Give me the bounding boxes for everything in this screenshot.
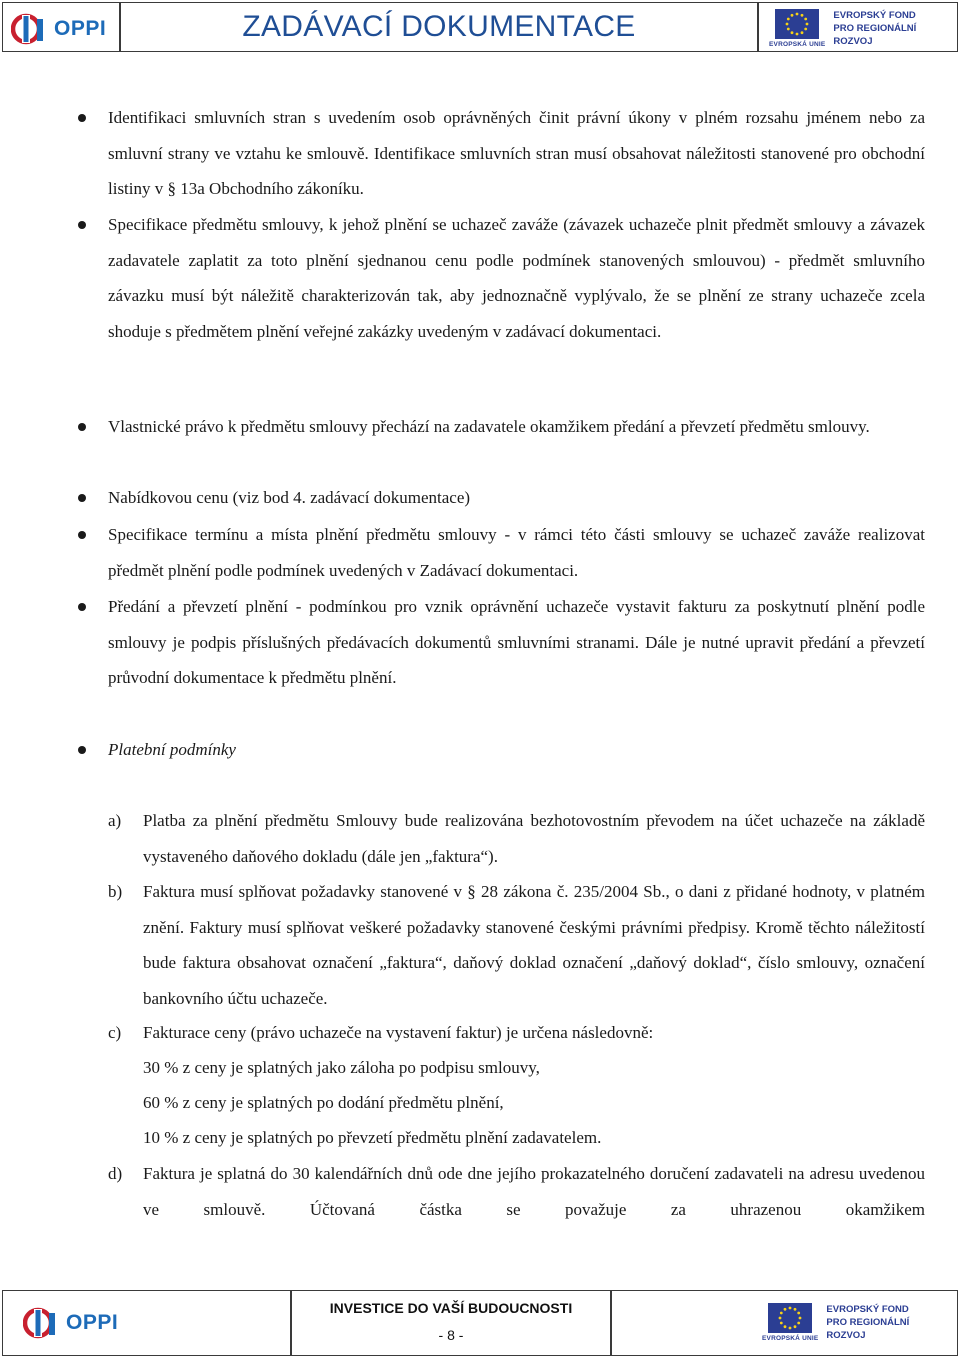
eu-line: ROZVOJ: [833, 36, 873, 47]
eu-caption: EVROPSKÁ UNIE: [762, 1335, 819, 1342]
payment-line: 60 % z ceny je splatných po dodání předmětu plnění,: [143, 1093, 504, 1112]
page-number: - 8 -: [438, 1327, 464, 1343]
item-text: Faktura musí splňovat požadavky stanovené v § 28 zákona č. 235/2004 Sb., o dani z přidané hodnoty, v platném znění. Faktury musí splňovat veškeré požadavky stanovené českými právními předpisy. Kromě těchto náležitostí bude faktura obsahovat označení „faktura“, daňový doklad označení „daňový doklad“, číslo smlouvy, označení bankovního účtu uchazeče.: [143, 882, 925, 1008]
eu-logo: [769, 9, 916, 48]
eu-line: PRO REGIONÁLNÍ: [826, 1317, 910, 1328]
document-title: ZADÁVACÍ DOKUMENTACE: [242, 10, 636, 43]
payment-line: 10 % z ceny je splatných po převzetí předmětu plnění zadavatelem.: [143, 1128, 602, 1147]
eu-logo: [762, 1303, 909, 1342]
header-logo-box: [2, 2, 120, 52]
eu-fund-name: [826, 1303, 909, 1342]
header-title-box: [120, 2, 758, 52]
bullet-paragraph: Identifikaci smluvních stran s uvedením osob oprávněných činit právní úkony v plném rozsahu jménem nebo za smluvní strany ve vztahu ke smlouvě. Identifikace smluvních stran musí obsahovat náležitosti stanovené pro obchodní listiny v § 13a Obchodního zákoníku.: [108, 108, 925, 198]
oppi-emblem-icon: [11, 13, 47, 45]
footer-logo-box: [2, 1290, 291, 1356]
bullet-paragraph: Specifikace předmětu smlouvy, k jehož plnění se uchazeč zaváže (závazek uchazeče plnit předmět smlouvy a závazek zadavatele zaplatit za toto plnění sjednanou cenu podle podmínek stanovených smlouvou) - předmět smluvního závazku musí být náležitě charakterizován tak, aby jednoznačně vyplývalo, že se plnění ze strany uchazeče zcela shoduje s předmětem plnění veřejné zakázky uvedeným v zadávací dokumentaci.: [108, 215, 925, 341]
bullet-marker: [78, 603, 86, 611]
section-heading: Platební podmínky: [108, 740, 236, 759]
payment-line: 30 % z ceny je splatných jako záloha po podpisu smlouvy,: [143, 1058, 540, 1077]
eu-line: EVROPSKÝ FOND: [826, 1304, 909, 1315]
footer-eu-box: [611, 1290, 958, 1356]
bullet-marker: [78, 423, 86, 431]
item-letter: a): [108, 811, 122, 830]
footer-center-box: [291, 1290, 611, 1356]
header-eu-box: [758, 2, 958, 52]
oppi-emblem-icon: [23, 1307, 59, 1339]
oppi-logo-text: OPPI: [66, 1311, 119, 1334]
bullet-paragraph: Vlastnické právo k předmětu smlouvy přechází na zadavatele okamžikem předání a převzetí předmětu smlouvy.: [108, 417, 870, 436]
eu-caption: EVROPSKÁ UNIE: [769, 41, 826, 48]
bullet-marker: [78, 746, 86, 754]
bullet-paragraph: Předání a převzetí plnění - podmínkou pro vznik oprávnění uchazeče vystavit fakturu za poskytnutí plnění podle smlouvy je podpis příslušných předávacích dokumentů smluvními stranami. Dále je nutné upravit předání a převzetí průvodní dokumentace k předmětu plnění.: [108, 597, 925, 687]
oppi-logo-text: OPPI: [54, 17, 107, 40]
eu-flag-icon: [775, 9, 819, 39]
eu-line: ROZVOJ: [826, 1330, 866, 1341]
bullet-marker: [78, 531, 86, 539]
item-text: Faktura je splatná do 30 kalendářních dnů ode dne jejího prokazatelného doručení zadavateli na adresu uvedenou ve smlouvě. Účtovaná částka se považuje za uhrazenou okamžikem: [143, 1164, 925, 1219]
bullet-marker: [78, 114, 86, 122]
eu-line: PRO REGIONÁLNÍ: [833, 23, 917, 34]
bullet-marker: [78, 494, 86, 502]
eu-fund-name: [833, 9, 916, 48]
page-header: [0, 0, 960, 56]
oppi-logo: [23, 1307, 118, 1339]
oppi-logo: [11, 13, 106, 45]
item-letter: d): [108, 1164, 123, 1183]
item-text: Fakturace ceny (právo uchazeče na vystavení faktur) je určena následovně:: [143, 1023, 654, 1042]
page-footer: [0, 1290, 960, 1356]
item-letter: c): [108, 1023, 122, 1042]
item-text: Platba za plnění předmětu Smlouvy bude realizována bezhotovostním převodem na účet uchazeče na základě vystaveného daňového dokladu (dále jen „faktura“).: [143, 811, 925, 866]
bullet-marker: [78, 221, 86, 229]
item-letter: b): [108, 882, 123, 901]
eu-flag-icon: [768, 1303, 812, 1333]
bullet-paragraph: Specifikace termínu a místa plnění předmětu smlouvy - v rámci této části smlouvy se uchazeč zaváže realizovat předmět plnění podle podmínek uvedených v Zadávací dokumentaci.: [108, 525, 925, 580]
bullet-paragraph: Nabídkovou cenu (viz bod 4. zadávací dokumentace): [108, 488, 471, 507]
eu-line: EVROPSKÝ FOND: [833, 10, 916, 21]
footer-slogan: INVESTICE DO VAŠÍ BUDOUCNOSTI: [329, 1300, 573, 1316]
